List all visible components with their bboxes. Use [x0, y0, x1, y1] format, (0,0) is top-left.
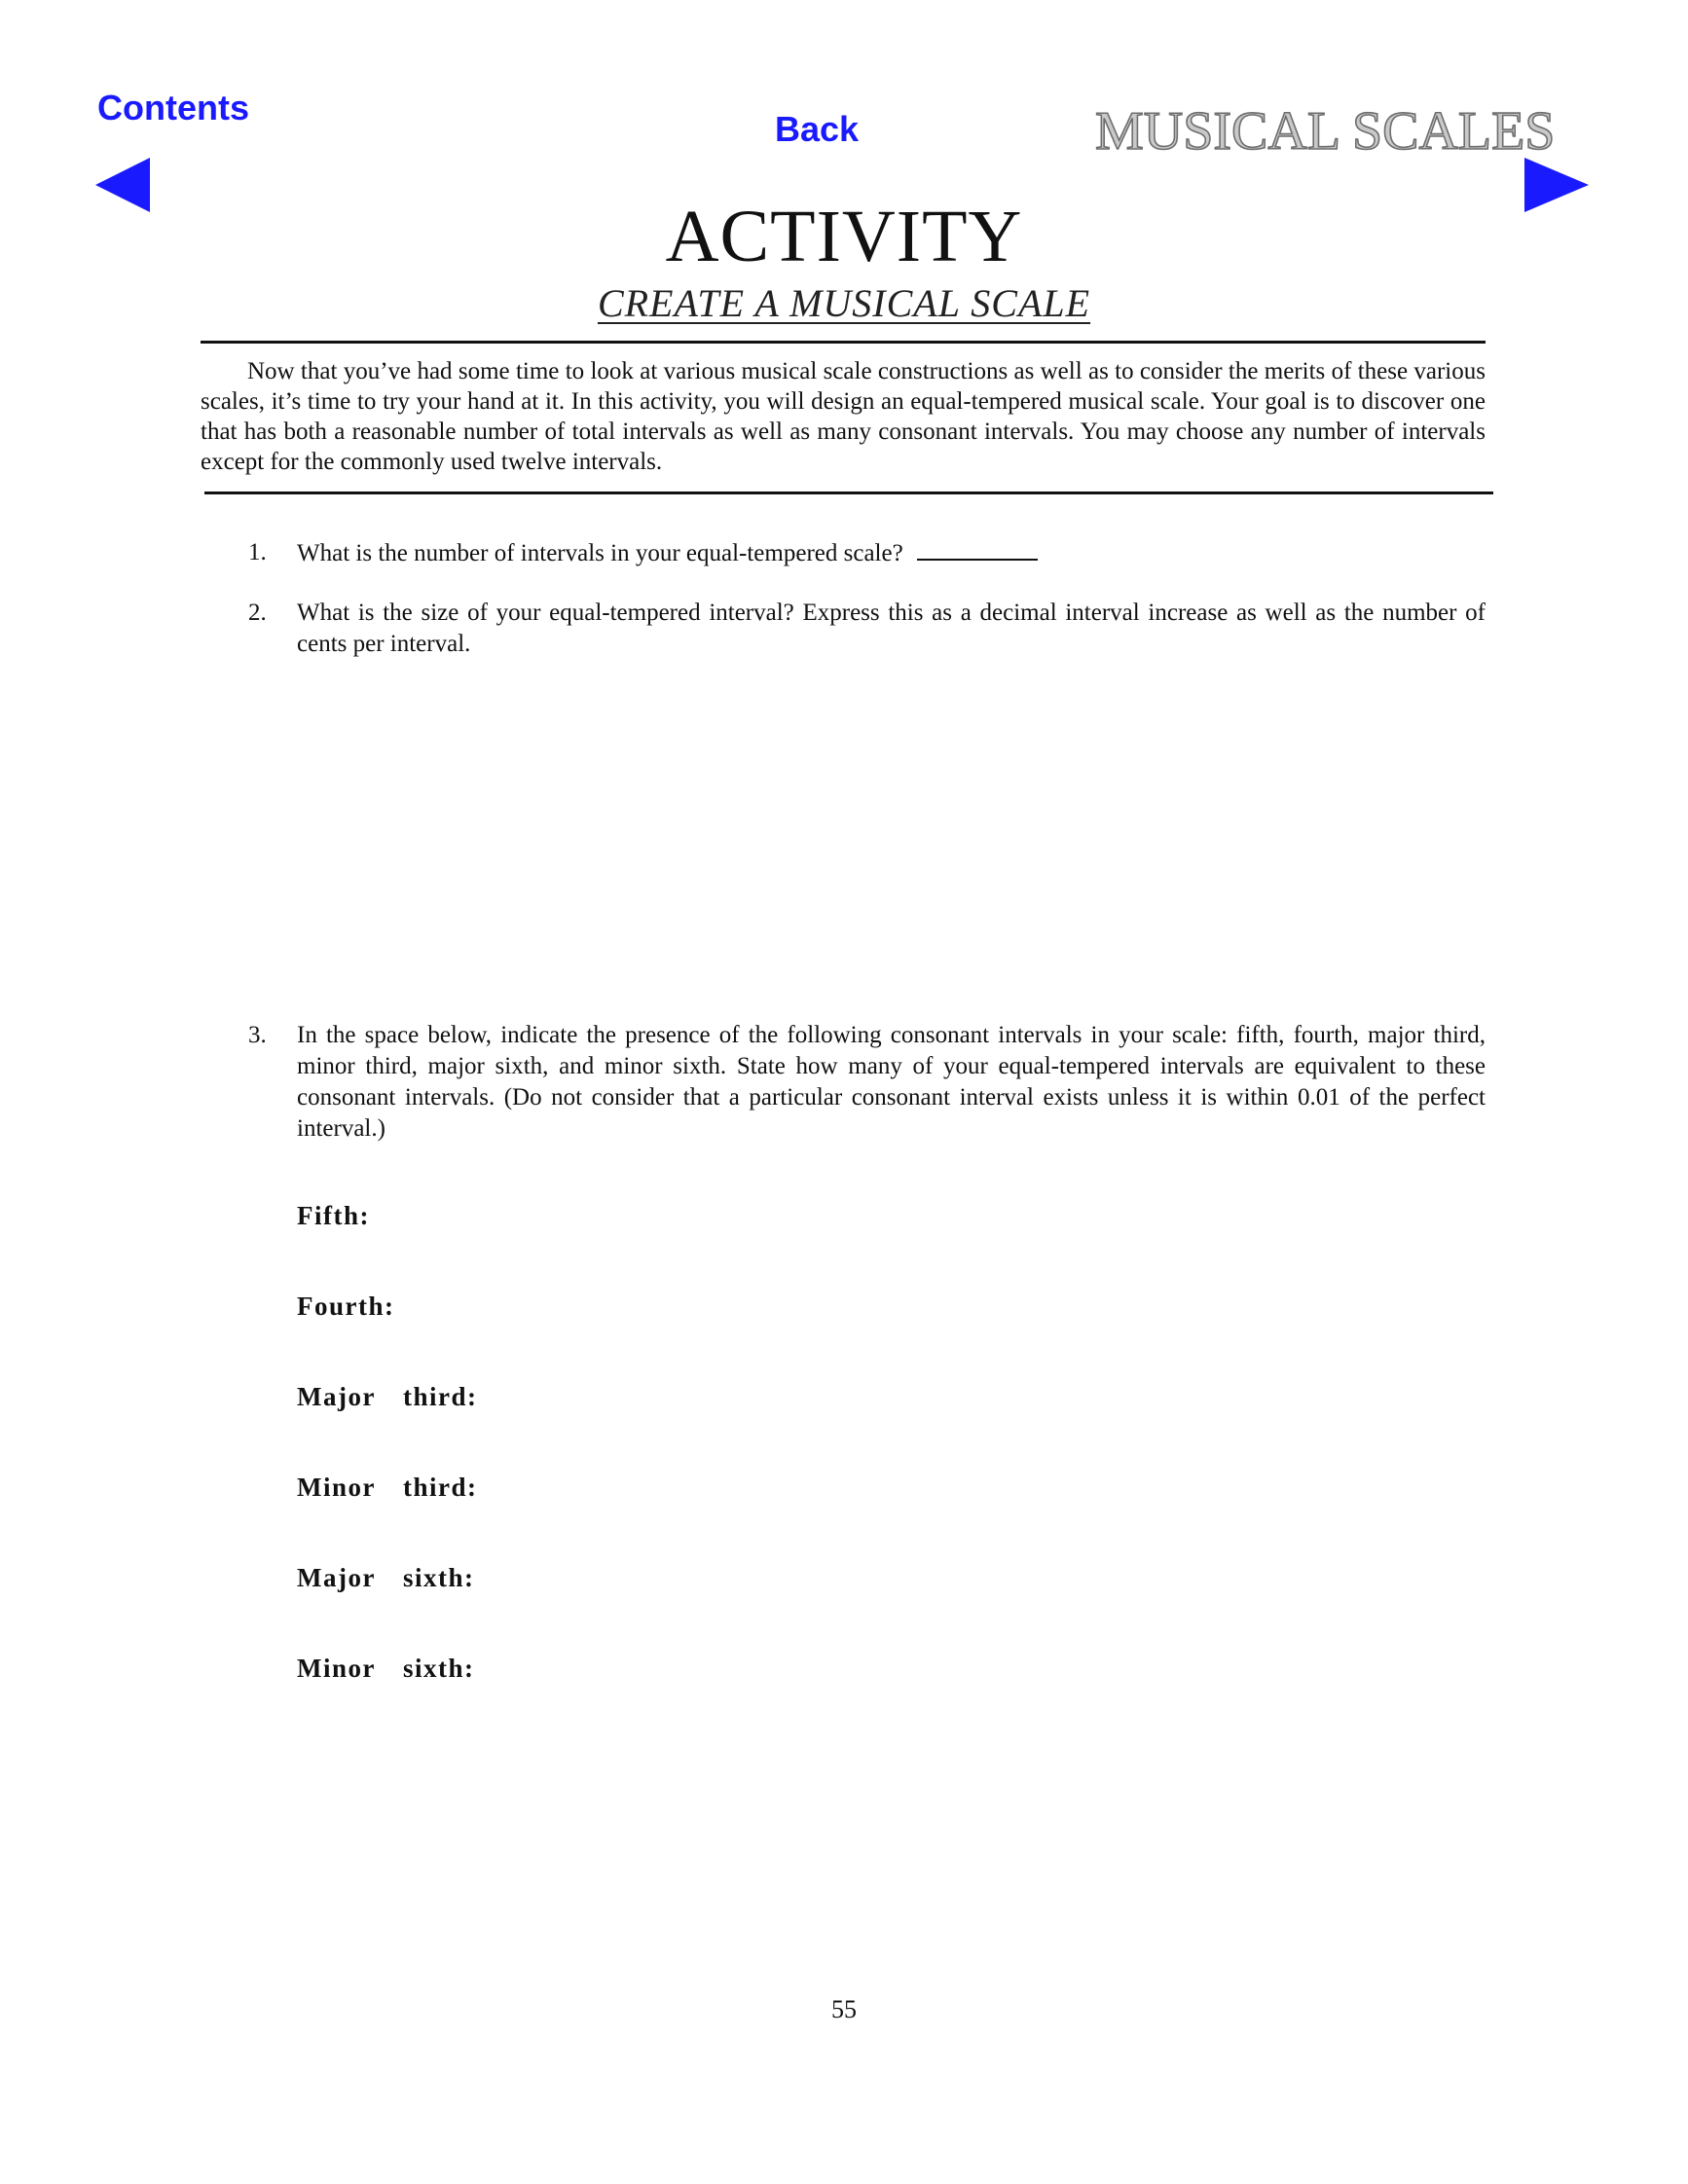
- bottom-divider: [204, 491, 1493, 494]
- label-major-third: Major third:: [297, 1382, 478, 1411]
- page-number: 55: [831, 1995, 857, 2023]
- label-fifth: Fifth:: [297, 1201, 370, 1230]
- answer-blank[interactable]: [917, 537, 1038, 561]
- intro-paragraph: Now that you’ve had some time to look at various musical scale constructions as well as to consider the merits of these various scales, it’s time to try your hand at it. In this activity, you will design an equal-tempered musical scale. Your goal is to discover one that has both a reasonable number of total intervals as well as many consonant intervals. You may choose any number of intervals except for the commonly used twelve intervals.: [201, 358, 1486, 475]
- question-2: [248, 598, 1486, 660]
- label-minor-sixth: Minor sixth:: [297, 1654, 475, 1683]
- page-subtitle: CREATE A MUSICAL SCALE: [597, 281, 1091, 325]
- question-number: 2.: [248, 600, 267, 626]
- top-divider: [201, 341, 1486, 344]
- question-number: 3.: [248, 1022, 267, 1048]
- label-fourth: Fourth:: [297, 1292, 395, 1321]
- question-number: 1.: [248, 539, 267, 565]
- brand-logo: MUSICAL SCALES: [1095, 101, 1556, 162]
- question-text: What is the size of your equal-tempered interval? Express this as a decimal interval increase as well as the number of cents per interval.: [297, 600, 1486, 657]
- back-link[interactable]: Back: [775, 109, 860, 149]
- question-text: What is the number of intervals in your equal-tempered scale?: [297, 540, 903, 566]
- question-text: In the space below, indicate the presence of the following consonant intervals in your scale: fifth, fourth, major third, minor third, major sixth, and minor sixth. State how many of your equal-tempered intervals are equivalent to these consonant intervals. (Do not consider that a particular consonant interval exists unless it is within 0.01 of the perfect interval.): [297, 1022, 1486, 1142]
- contents-link[interactable]: Contents: [97, 88, 249, 127]
- label-minor-third: Minor third:: [297, 1473, 478, 1502]
- question-1: [248, 537, 1486, 569]
- question-3: [248, 1020, 1486, 1145]
- page-title: ACTIVITY: [665, 196, 1023, 277]
- label-major-sixth: Major sixth:: [297, 1563, 475, 1592]
